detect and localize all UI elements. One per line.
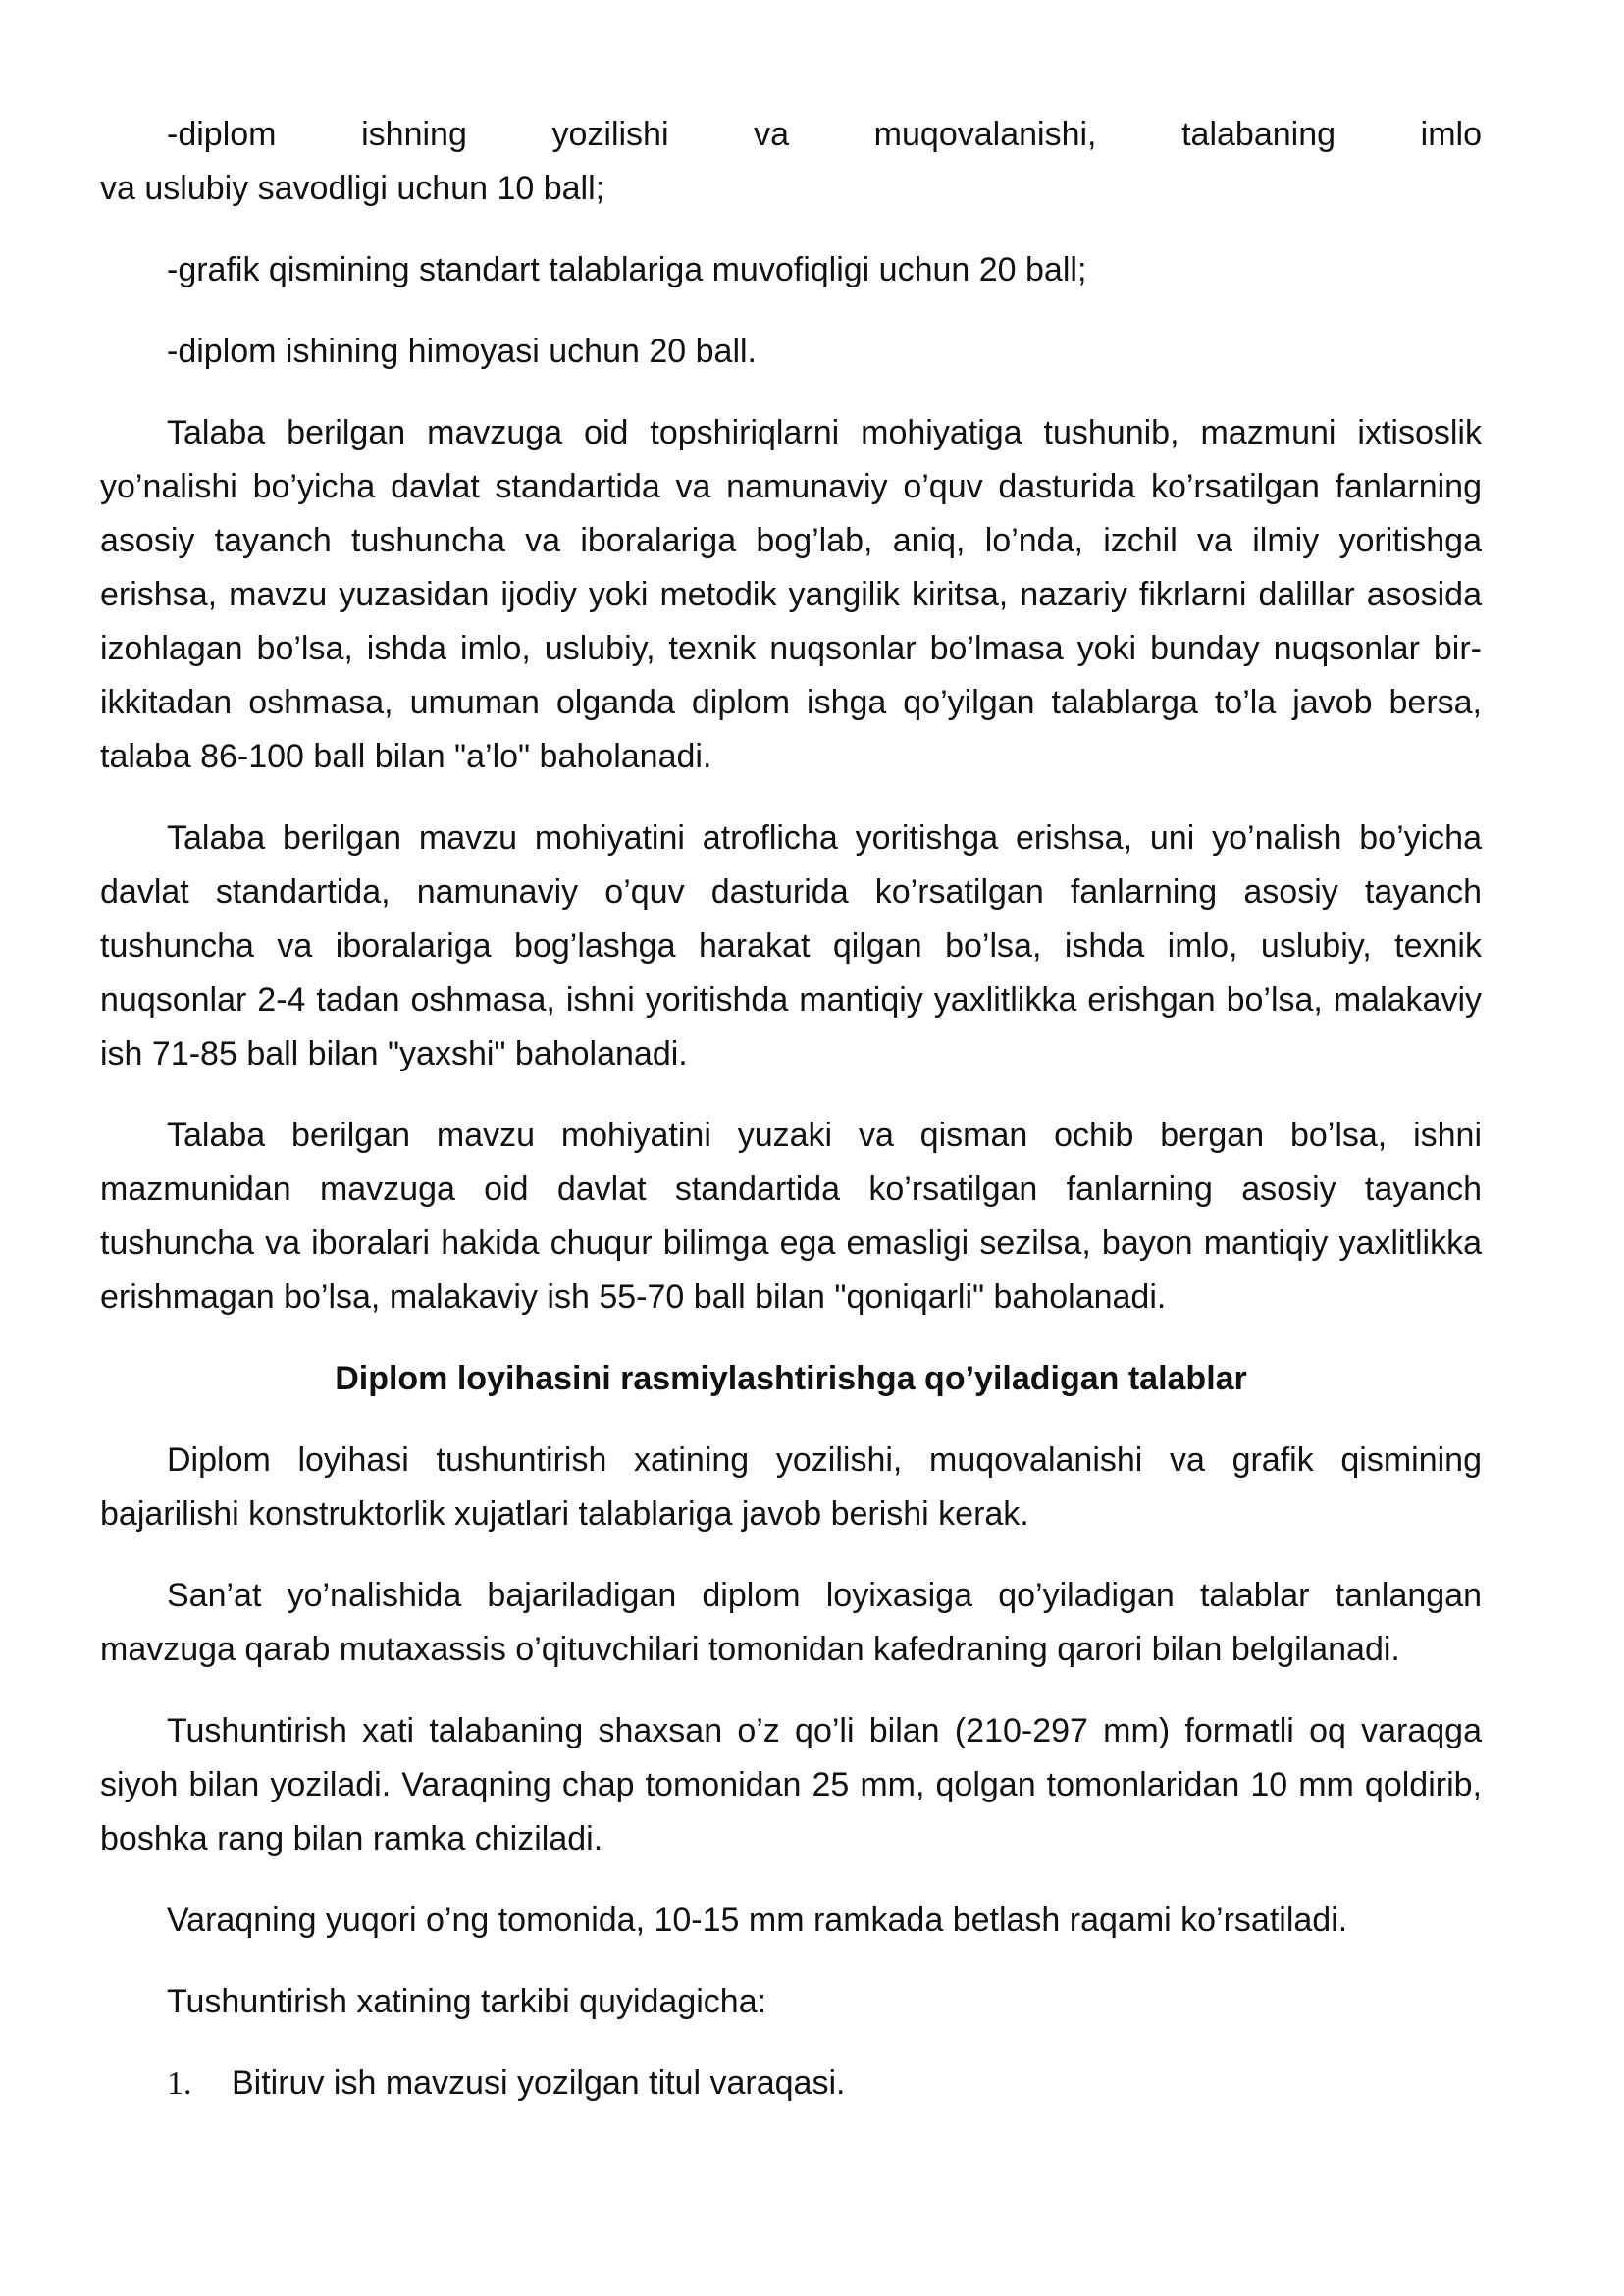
bullet-1-line-2: va uslubiy savodligi uchun 10 ball; (100, 170, 605, 207)
paragraph-format: Tushuntirish xati talabaning shaxsan o’z qo’li bilan (210-297 mm) formatli oq varaqga siyoh bilan yoziladi. Varaqning chap tomonidan 25 mm, qolgan tomonlaridan 10 mm qoldirib, boshka rang bilan ramka chiziladi. (100, 1712, 1482, 1857)
paragraph-page-numbering: Varaqning yuqori o’ng tomonida, 10-15 mm ramkada betlash raqami ko’rsatiladi. (167, 1902, 1348, 1939)
document-page (100, 108, 1482, 2111)
paragraph-requirements: Diplom loyihasi tushuntirish xatining yozilishi, muqovalanishi va grafik qismining bajarilishi konstruktorlik xujatlari talablariga javob berishi kerak. (100, 1441, 1482, 1533)
bullet-1-line-1: -diplom ishning yozilishi va muqovalanishi, talabaning imlo (167, 116, 1482, 153)
paragraph-art-direction: San’at yo’nalishida bajariladigan diplom loyixasiga qo’yiladigan talablar tanlangan mavzuga qarab mutaxassis o’qituvchilari tomonidan kafedraning qarori bilan belgilanadi. (100, 1577, 1482, 1668)
list-item-text: Bitiruv ish mavzusi yozilgan titul varaqasi. (232, 2064, 846, 2102)
section-heading: Diplom loyihasini rasmiylashtirishga qo’yiladigan talablar (335, 1360, 1247, 1397)
list-item (100, 2057, 1482, 2111)
paragraph-excellent: Talaba berilgan mavzuga oid topshiriqlarni mohiyatiga tushunib, mazmuni ixtisoslik yo’nalishi bo’yicha davlat standartida va namunaviy o’quv dasturida ko’rsatilgan fanlarning asosiy tayanch tushuncha va iboralariga bog’lab, aniq, lo’nda, izchil va ilmiy yoritishga erishsa, mavzu yuzasidan ijodiy yoki metodik yangilik kiritsa, nazariy fikrlarni dalillar asosida izohlagan bo’lsa, ishda imlo, uslubiy, texnik nuqsonlar bo’lmasa yoki bunday nuqsonlar bir-ikkitadan oshmasa, umuman olganda diplom ishga qo’yilgan talablarga to’la javob bersa, talaba 86-100 ball bilan "a’lo" baholanadi. (100, 414, 1482, 775)
grading-bullet-1 (100, 108, 1482, 216)
grading-bullet-2: -grafik qismining standart talablariga muvofiqligi uchun 20 ball; (167, 251, 1087, 288)
paragraph-structure-intro: Tushuntirish xatining tarkibi quyidagicha: (167, 1983, 767, 2020)
paragraph-satisfactory: Talaba berilgan mavzu mohiyatini yuzaki va qisman ochib bergan bo’lsa, ishni mazmunidan mavzuga oid davlat standartida ko’rsatilgan fanlarning asosiy tayanch tushuncha va iboralari hakida chuqur bilimga ega emasligi sezilsa, bayon mantiqiy yaxlitlikka erishmagan bo’lsa, malakaviy ish 55-70 ball bilan "qoniqarli" baholanadi. (100, 1117, 1482, 1316)
grading-bullet-3: -diplom ishining himoyasi uchun 20 ball. (167, 333, 757, 370)
list-item-number: 1. (167, 2065, 192, 2102)
paragraph-good: Talaba berilgan mavzu mohiyatini atroflicha yoritishga erishsa, uni yo’nalish bo’yicha davlat standartida, namunaviy o’quv dasturida ko’rsatilgan fanlarning asosiy tayanch tushuncha va iboralariga bog’lashga harakat qilgan bo’lsa, ishda imlo, uslubiy, texnik nuqsonlar 2-4 tadan oshmasa, ishni yoritishda mantiqiy yaxlitlikka erishgan bo’lsa, malakaviy ish 71-85 ball bilan "yaxshi" baholanadi. (100, 819, 1482, 1072)
